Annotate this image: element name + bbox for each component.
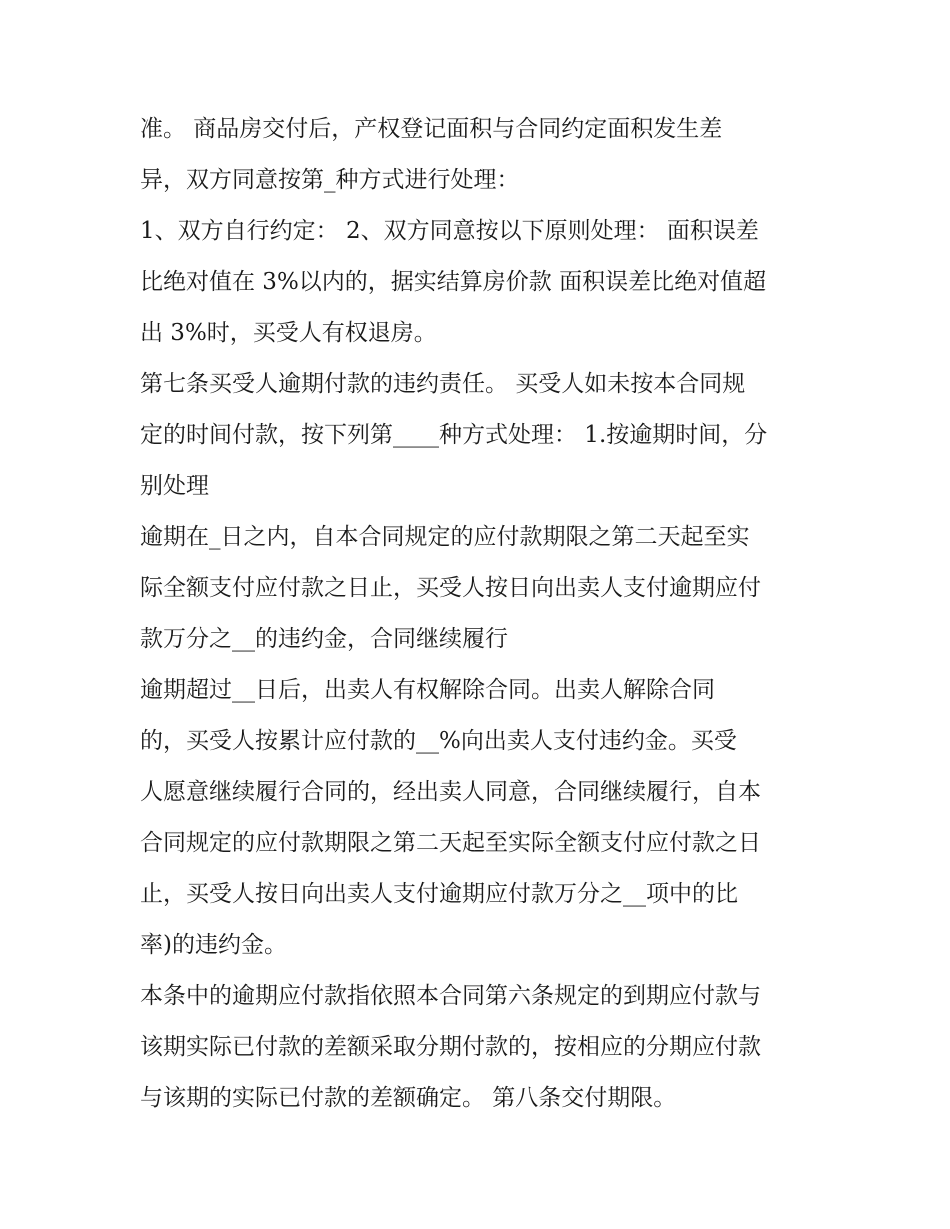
text-line-19: 该期实际已付款的差额采取分期付款的，按相应的分期应付款 bbox=[140, 1034, 761, 1060]
text-line-12: 逾期超过__日后，出卖人有权解除合同。出卖人解除合同 bbox=[140, 677, 715, 703]
document-body bbox=[140, 104, 820, 1124]
text-line-10: 际全额支付应付款之日止，买受人按日向出卖人支付逾期应付 bbox=[140, 575, 761, 601]
text-line-1: 准。 商品房交付后，产权登记面积与合同约定面积发生差 bbox=[140, 116, 723, 142]
text-line-9: 逾期在_日之内，自本合同规定的应付款期限之第二天起至实 bbox=[140, 524, 750, 550]
text-line-11: 款万分之__的违约金，合同继续履行 bbox=[140, 626, 508, 652]
text-line-2: 异，双方同意按第_种方式进行处理： bbox=[140, 167, 520, 193]
text-line-16: 止，买受人按日向出卖人支付逾期应付款万分之__项中的比 bbox=[140, 881, 738, 907]
text-line-15: 合同规定的应付款期限之第二天起至实际全额支付应付款之日 bbox=[140, 830, 761, 856]
text-line-17: 率)的违约金。 bbox=[140, 932, 287, 958]
text-line-20: 与该期的实际已付款的差额确定。 第八条交付期限。 bbox=[140, 1085, 677, 1111]
text-line-4: 比绝对值在 3%以内的，据实结算房价款 面积误差比绝对值超 bbox=[140, 269, 767, 295]
text-line-6: 第七条买受人逾期付款的违约责任。 买受人如未按本合同规 bbox=[140, 371, 746, 397]
text-line-18: 本条中的逾期应付款指依照本合同第六条规定的到期应付款与 bbox=[140, 983, 761, 1009]
text-line-5: 出 3%时，买受人有权退房。 bbox=[140, 320, 437, 346]
text-line-14: 人愿意继续履行合同的，经出卖人同意，合同继续履行，自本 bbox=[140, 779, 761, 805]
text-line-13: 的，买受人按累计应付款的__%向出卖人支付违约金。买受 bbox=[140, 728, 737, 754]
text-line-3: 1、双方自行约定： 2、双方同意按以下原则处理： 面积误差 bbox=[140, 218, 759, 244]
text-line-8: 别处理 bbox=[140, 473, 209, 499]
text-line-7: 定的时间付款，按下列第____种方式处理： 1.按逾期时间，分 bbox=[140, 422, 768, 448]
